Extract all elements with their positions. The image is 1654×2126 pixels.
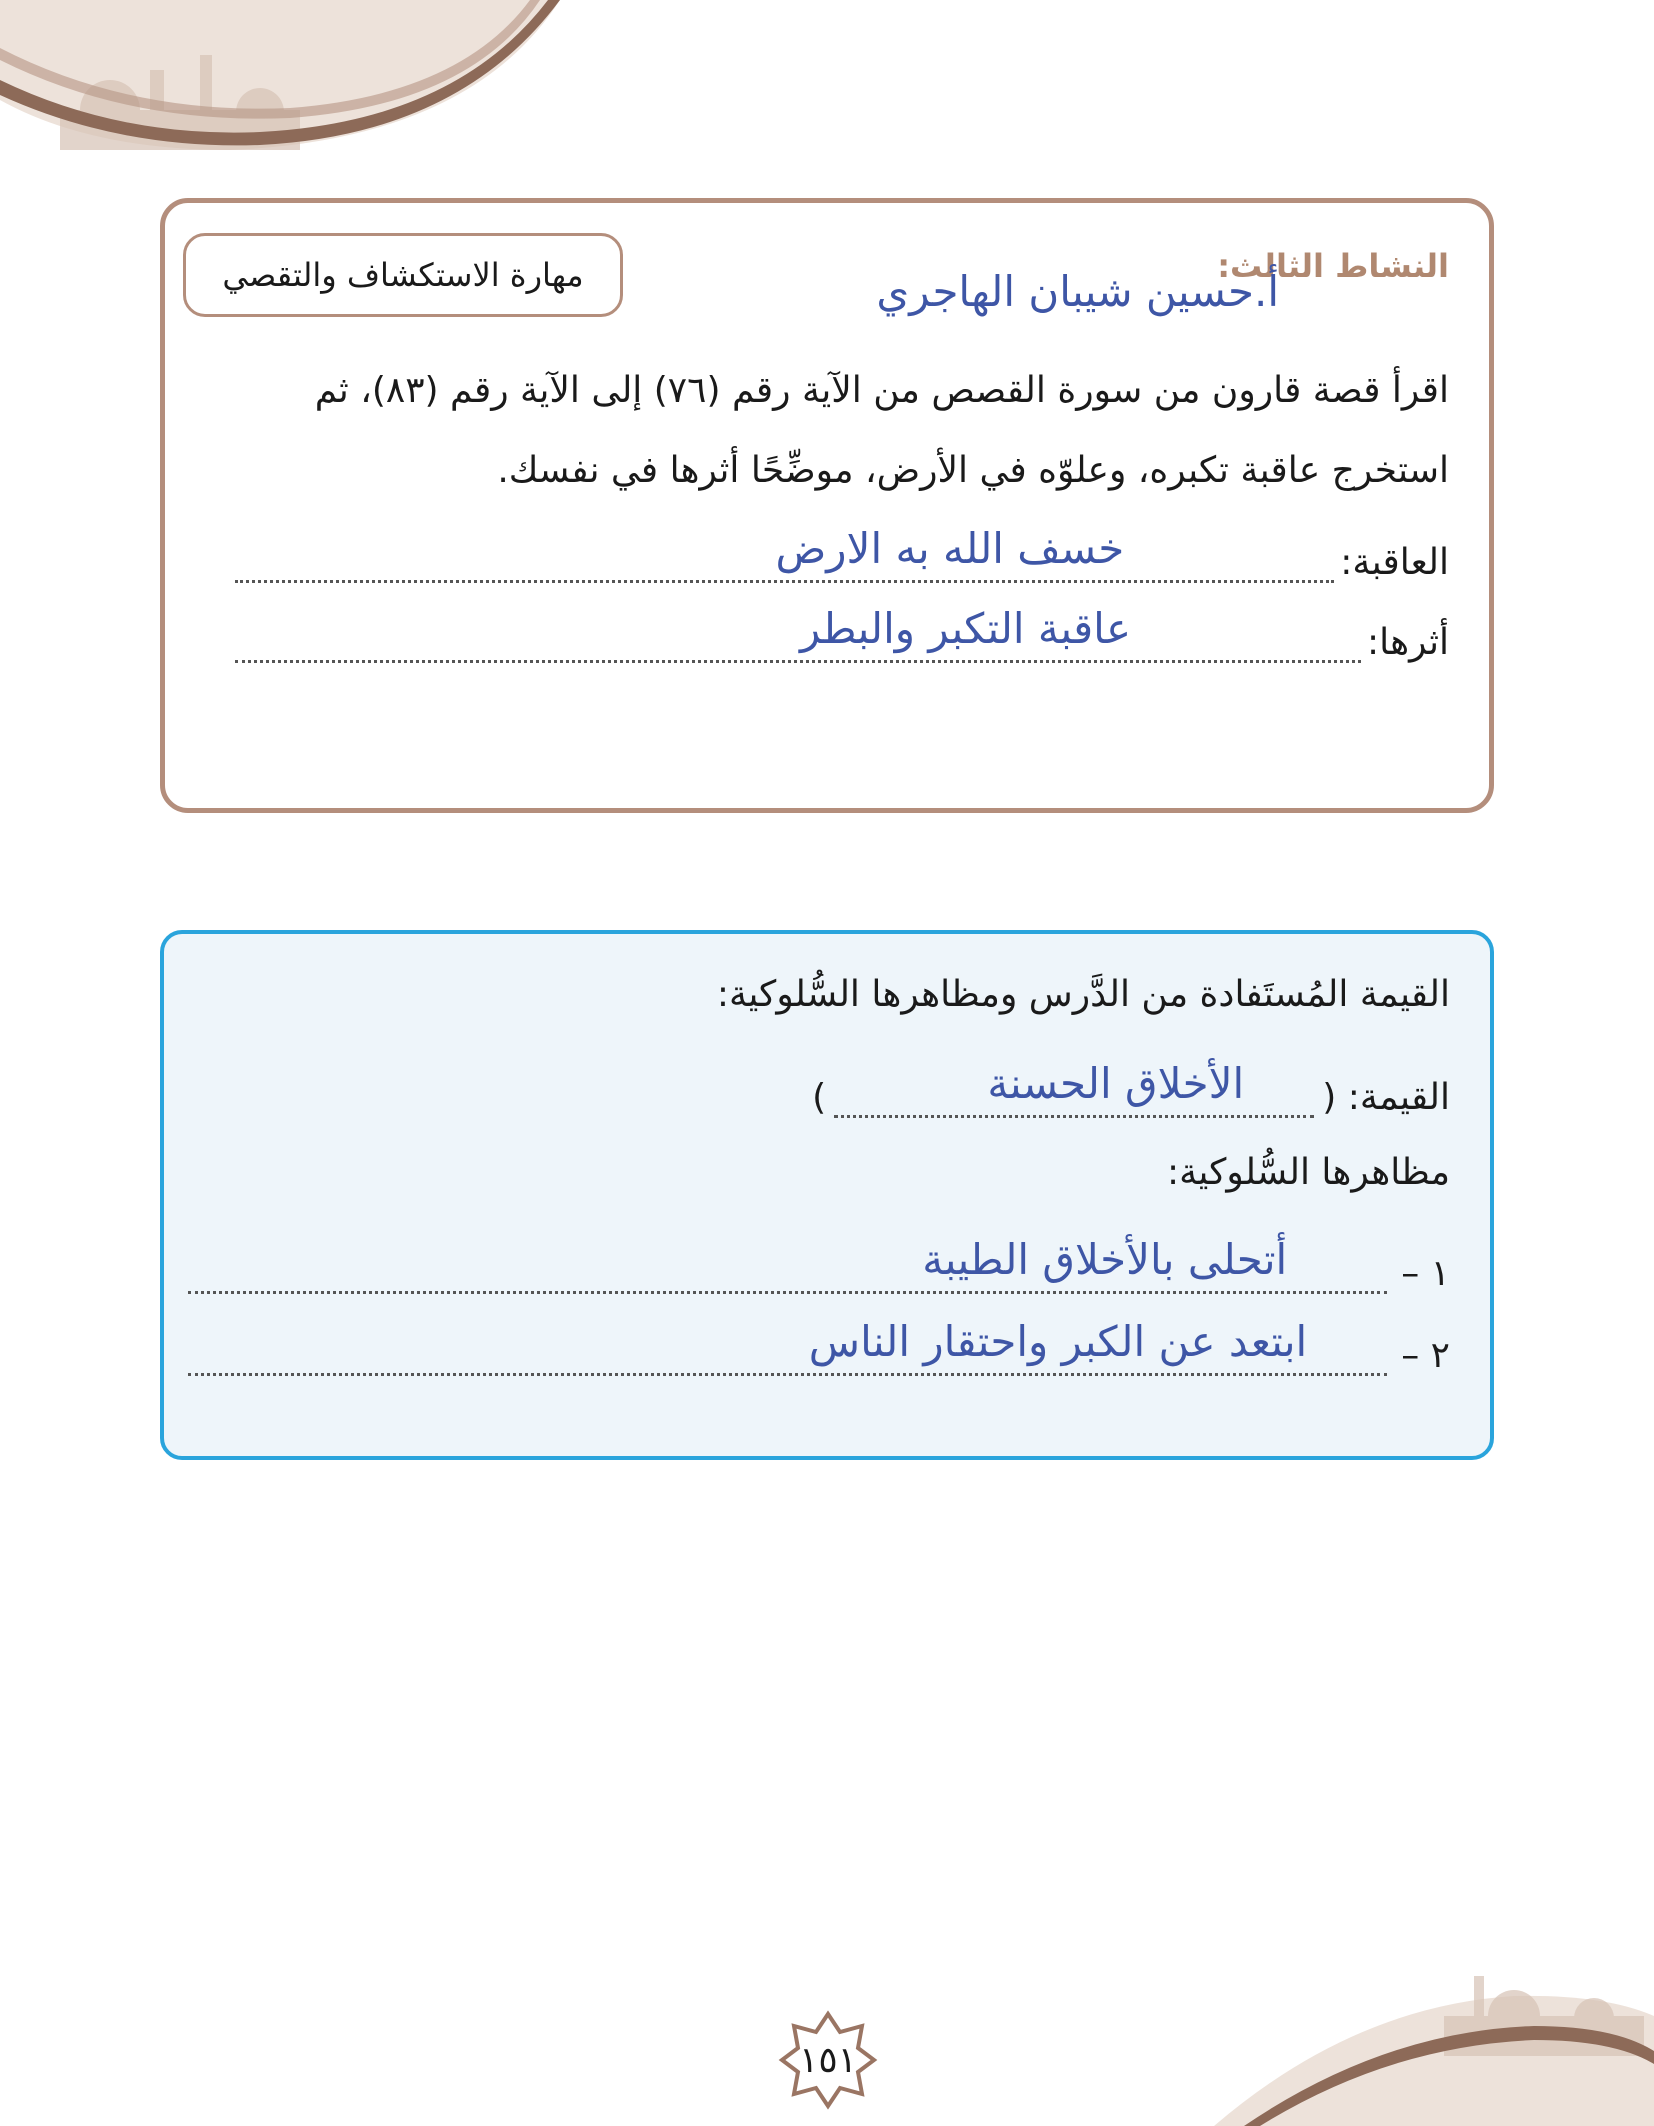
top-corner-ornament <box>0 0 560 160</box>
behavior-row <box>188 1234 1450 1294</box>
activity-box <box>160 198 1494 813</box>
value-answer: الأخلاق الحسنة <box>987 1059 1245 1108</box>
lesson-value-box <box>160 930 1494 1460</box>
page-number-badge <box>778 2010 878 2110</box>
skill-badge: مهارة الاستكشاف والتقصي <box>183 233 623 317</box>
activity-instruction: اقرأ قصة قارون من سورة القصص من الآية رقم (٧٦) إلى الآية رقم (٨٣)، ثم استخرج عاقبة تكبره، وعلوّه في الأرض، موضِّحًا أثرها في نفسك. <box>314 370 1449 491</box>
behavior-number: ١ – <box>1401 1253 1450 1294</box>
effect-answer-line[interactable] <box>235 604 1361 663</box>
behaviors-heading: مظاهرها السُّلوكية: <box>1166 1152 1450 1193</box>
value-label: القيمة: ( <box>1322 1077 1450 1118</box>
effect-answer: عاقبة التكبر والبطر <box>799 604 1132 653</box>
value-answer-line[interactable] <box>834 1059 1314 1118</box>
page-number: ١٥١ <box>798 2039 857 2081</box>
value-heading: القيمة المُستَفادة من الدَّرس ومظاهرها السُّلوكية: <box>716 974 1450 1015</box>
value-row <box>812 1058 1450 1118</box>
behavior-answer-line[interactable] <box>188 1235 1387 1294</box>
behavior-answer-line[interactable] <box>188 1317 1387 1376</box>
value-close-paren: ) <box>812 1077 827 1118</box>
consequence-row <box>235 523 1449 583</box>
consequence-answer: خسف الله به الارض <box>775 524 1125 573</box>
behavior-number: ٢ – <box>1401 1335 1450 1376</box>
behavior-row <box>188 1316 1450 1376</box>
consequence-label: العاقبة: <box>1340 542 1449 583</box>
bottom-corner-ornament <box>1214 1956 1654 2126</box>
behavior-answer: أتحلى بالأخلاق الطيبة <box>922 1235 1288 1284</box>
consequence-answer-line[interactable] <box>235 524 1334 583</box>
effect-row <box>235 603 1449 663</box>
behavior-answer: ابتعد عن الكبر واحتقار الناس <box>808 1317 1308 1366</box>
activity-title: النشاط الثالث: <box>1217 247 1449 285</box>
effect-label: أثرها: <box>1367 622 1449 663</box>
teacher-name: أ.حسين شيبان الهاجري <box>876 267 1279 316</box>
